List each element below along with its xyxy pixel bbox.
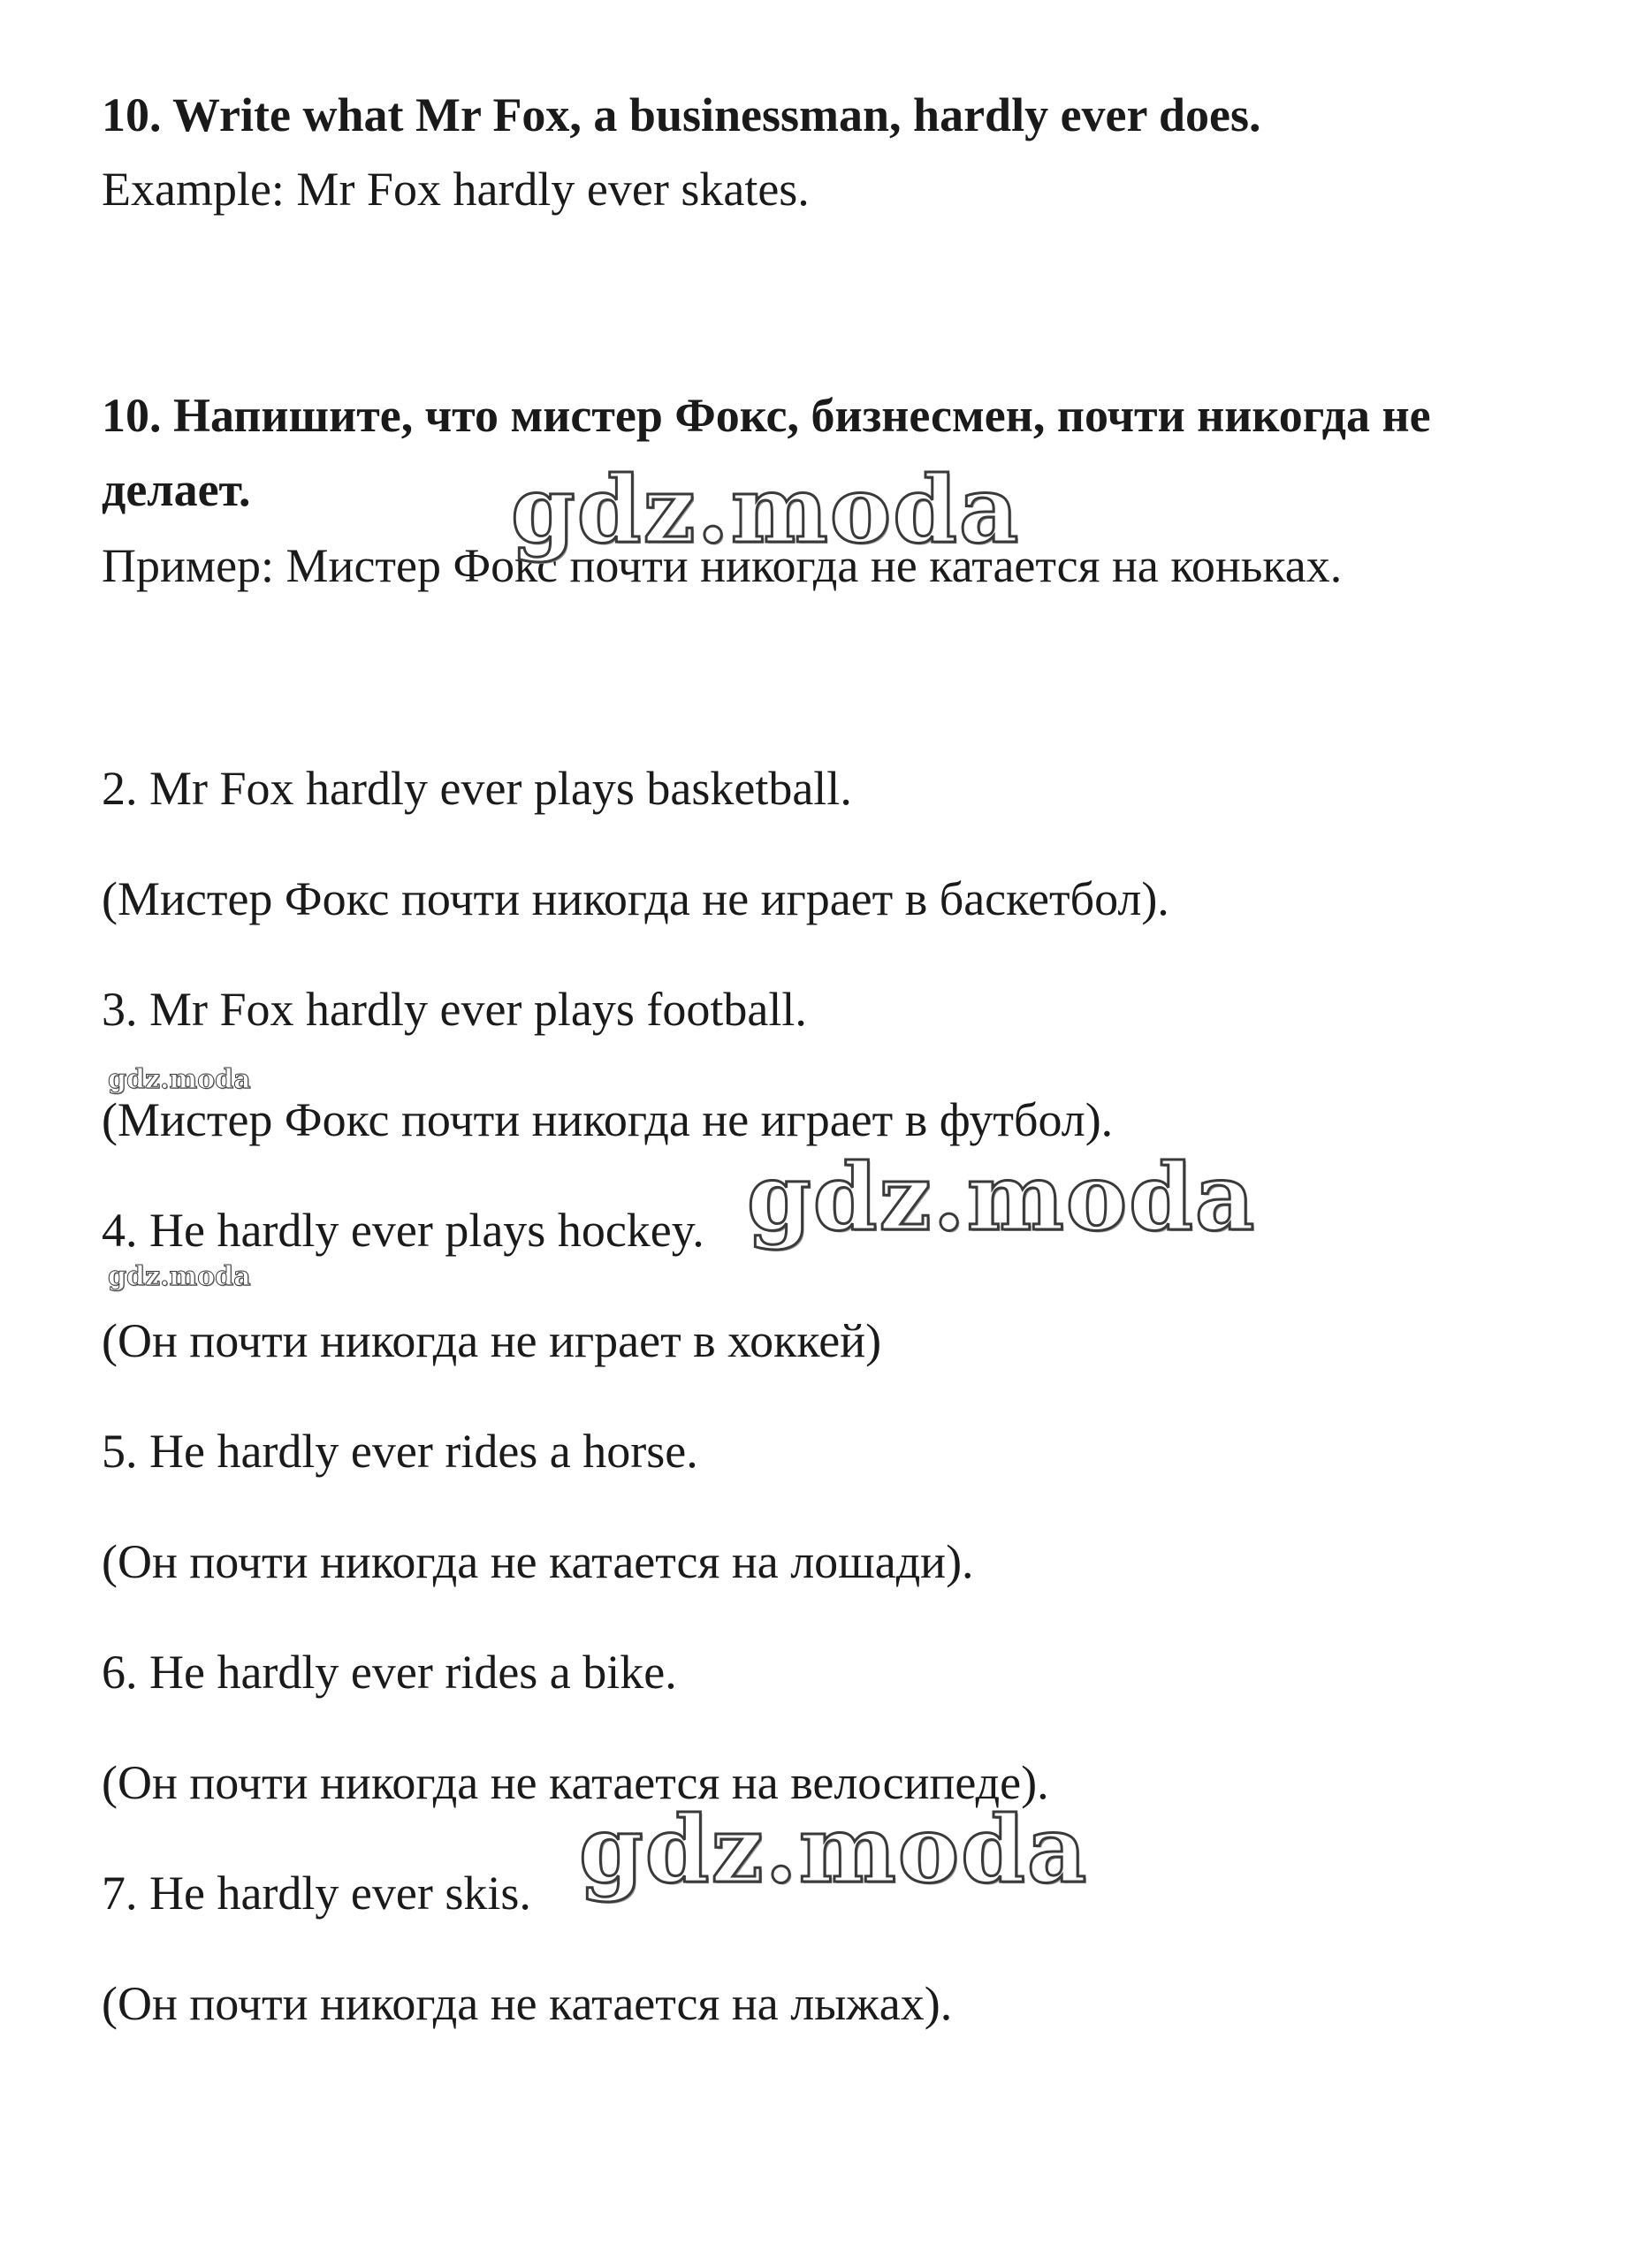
watermark-large: gdz.moda — [511, 455, 1021, 564]
task-title-ru-line2: делает. — [102, 463, 251, 516]
watermark-large: gdz.moda — [747, 1143, 1257, 1251]
answer-5-ru: (Он почти никогда не катается на лошади). — [102, 1535, 974, 1588]
answer-4-en: 4. He hardly ever plays hockey. — [102, 1204, 704, 1257]
answer-2-en: 2. Mr Fox hardly ever plays basketball. — [102, 762, 852, 815]
task-title-ru-line1: 10. Напишите, что мистер Фокс, бизнесмен, почти никогда не — [102, 389, 1431, 442]
answer-4-ru: (Он почти никогда не играет в хоккей) — [102, 1314, 882, 1367]
answer-6-ru: (Он почти никогда не катается на велосипеде). — [102, 1756, 1049, 1809]
task-example-ru: Пример: Мистер Фокс почти никогда не катается на коньках. — [102, 539, 1343, 592]
answer-6-en: 6. He hardly ever rides a bike. — [102, 1646, 677, 1699]
answer-2-ru: (Мистер Фокс почти никогда не играет в баскетбол). — [102, 872, 1169, 925]
answer-5-en: 5. He hardly ever rides a horse. — [102, 1425, 698, 1478]
answer-3-en: 3. Mr Fox hardly ever plays football. — [102, 983, 807, 1036]
watermark-small: gdz.moda — [108, 1064, 251, 1095]
task-title-en: 10. Write what Mr Fox, a businessman, hardly ever does. — [102, 88, 1261, 141]
watermark-small: gdz.moda — [108, 1261, 251, 1292]
answer-3-ru: (Мистер Фокс почти никогда не играет в футбол). — [102, 1093, 1114, 1146]
watermark-large: gdz.moda — [579, 1795, 1089, 1904]
answer-7-ru: (Он почти никогда не катается на лыжах). — [102, 1977, 953, 2030]
task-example-en: Example: Mr Fox hardly ever skates. — [102, 163, 810, 216]
answer-7-en: 7. He hardly ever skis. — [102, 1867, 531, 1920]
